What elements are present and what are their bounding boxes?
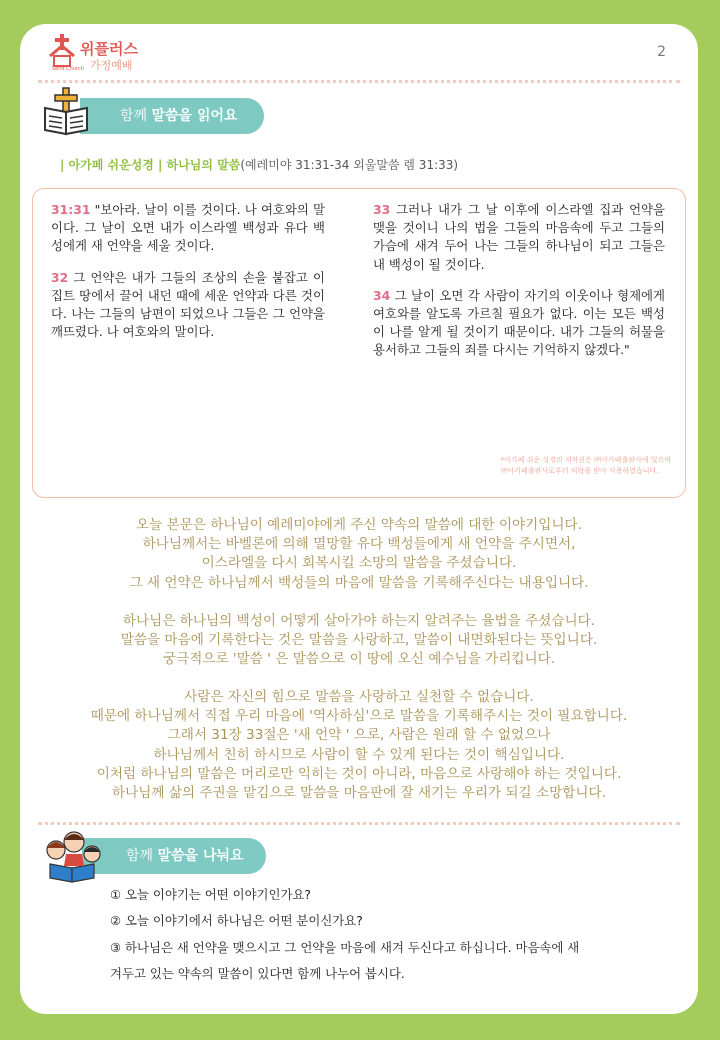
logo-caption: Send Church	[52, 66, 84, 72]
commentary-line: 그래서 31장 33절은 '새 언약 ' 으로, 사람은 원래 할 수 없었으나	[167, 727, 551, 744]
commentary-line: 이스라엘을 다시 회복시킬 소망의 말씀을 주셨습니다.	[201, 555, 517, 572]
logo-subtitle: 가정예배	[90, 59, 133, 72]
scripture-source	[60, 156, 458, 173]
verse	[373, 201, 665, 274]
divider	[38, 80, 680, 83]
question-item: ② 오늘 이야기에서 하나님은 어떤 분이신가요?	[110, 913, 363, 929]
verse-number: 32	[51, 269, 69, 285]
commentary-paragraph	[30, 516, 688, 593]
commentary-line: 때문에 하나님께서 직접 우리 마음에 '역사하심'으로 말씀을 기록해주시는 것이 필요합니다.	[90, 708, 628, 725]
commentary-line: 사람은 자신의 힘으로 말씀을 사랑하고 실천할 수 없습니다.	[184, 689, 534, 705]
divider	[38, 822, 680, 825]
family-reading-icon	[36, 824, 108, 884]
verse-text: 그 언약은 내가 그들의 조상의 손을 붙잡고 이집트 땅에서 끌어 내던 때에 세운 언약과 다른 것이다. 나는 그들의 남편이 되었으나 그들은 그 언약을 깨뜨렸다. 나 여호와의 말이다.	[51, 269, 325, 340]
logo	[46, 32, 146, 76]
commentary-line: 궁극적으로 '말씀 ' 은 말씀으로 이 땅에 오신 예수님을 가리킵니다.	[162, 651, 556, 668]
page	[20, 24, 698, 1014]
section-share-title	[82, 838, 266, 874]
verse	[51, 201, 325, 256]
commentary-paragraph	[30, 688, 688, 803]
page-number: 2	[657, 44, 666, 60]
verse-text: 그러나 내가 그 날 이후에 이스라엘 집과 언약을 맺을 것이니 나의 법을 그들의 마음속에 두고 그들의 가슴에 새겨 두어 나는 그들의 하나님이 되고 그들은 내 백성이 될 것이다.	[373, 202, 665, 272]
commentary-line: 그 새 언약은 하나님께서 백성들의 마음에 말씀을 기록해주신다는 내용입니다.	[129, 574, 589, 591]
commentary-line: 하나님께서는 바벨론에 의해 멸망할 유다 백성들에게 새 언약을 주시면서,	[142, 536, 576, 553]
section-read-title-normal: 함께	[120, 108, 152, 124]
source-reference: (예레미야 31:31-34 외울말씀 렘 31:33)	[240, 158, 459, 172]
section-share-title-normal: 함께	[126, 848, 158, 864]
section-share-title-bold: 말씀을 나눠요	[157, 848, 244, 864]
verse-text: "보아라. 날이 이를 것이다. 나 여호와의 말이다. 그 날이 오면 내가 이스라엘 백성과 유다 백성에게 새 언약을 세울 것이다.	[51, 202, 325, 254]
verse-number: 33	[373, 202, 391, 217]
bible-passage-box	[32, 188, 686, 498]
commentary-paragraph	[30, 612, 688, 670]
question-item: ③ 하나님은 새 언약을 맺으시고 그 언약을 마음에 새겨 두신다고 하십니다. 마음속에 새	[110, 939, 580, 955]
verse-number: 34	[373, 287, 391, 303]
commentary-line: 하나님은 하나님의 백성이 어떻게 살아가야 하는지 알려주는 율법을 주셨습니다.	[122, 613, 596, 629]
verse	[373, 287, 665, 360]
commentary-line: 하나님께서 친히 하시므로 사람이 할 수 있게 된다는 것이 핵심입니다.	[153, 746, 565, 763]
bible-cross-icon	[42, 86, 94, 138]
commentary-line: 하나님께 삶의 주권을 맡김으로 말씀을 마음판에 잘 새기는 우리가 되길 소망합니다.	[111, 785, 606, 802]
copyright-line: *아가페 쉬운 성경의 저작권은 ㈜아가페출판사에 있으며	[500, 456, 671, 464]
question-item: 겨두고 있는 약속의 말씀이 있다면 함께 나누어 봅시다.	[110, 966, 405, 982]
verses-left-column	[51, 201, 325, 354]
question-item: ① 오늘 이야기는 어떤 이야기인가요?	[110, 887, 312, 902]
commentary-line: 말씀을 마음에 기록한다는 것은 말씀을 사랑하고, 말씀이 내면화된다는 뜻입니다.	[120, 632, 598, 649]
section-read-title	[80, 98, 264, 134]
verse	[51, 269, 325, 342]
verses-right-column	[373, 201, 665, 373]
commentary-line: 오늘 본문은 하나님이 예레미야에게 주신 약속의 말씀에 대한 이야기입니다.	[136, 517, 582, 533]
source-tag: | 아가페 쉬운성경 | 하나님의 말씀	[60, 158, 241, 172]
copyright-notice	[501, 455, 671, 477]
logo-title: 위플러스	[80, 40, 138, 58]
discussion-questions	[110, 882, 670, 988]
section-read-title-bold: 말씀을 읽어요	[151, 108, 238, 124]
verse-text: 그 날이 오면 각 사람이 자기의 이웃이나 형제에게 여호와를 알도록 가르칠 필요가 없다. 이는 모든 백성이 나를 알게 될 것이기 때문이다. 내가 그들의 허물을 용서하고 그들의 죄를 다시는 기억하지 않겠다."	[373, 287, 665, 358]
commentary-line: 이처럼 하나님의 말씀은 머리로만 익히는 것이 아니라, 마음으로 사랑해야 하는 것입니다.	[96, 765, 622, 782]
verse-number: 31:31	[51, 202, 91, 217]
copyright-line: ㈜아가페출판사로부터 허락을 받아 사용하였습니다.	[500, 467, 659, 475]
